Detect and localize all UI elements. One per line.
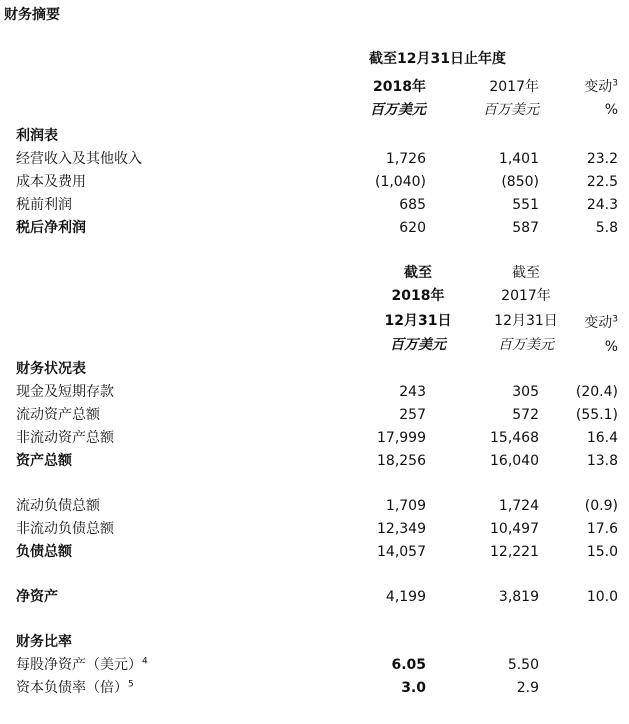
row-value-2017: 15,468 [490, 430, 539, 446]
row-value-2018: 685 [399, 197, 426, 213]
row-label: 负债总额 [16, 544, 72, 560]
income-col-2018-unit: 百万美元 [370, 102, 426, 118]
row-value-2018: 14,057 [377, 544, 426, 560]
row-value-2018: 18,256 [377, 453, 426, 469]
row-value-2017: 1,724 [498, 498, 539, 514]
row-label: 现金及短期存款 [16, 384, 114, 400]
row-label: 资产总额 [16, 453, 72, 469]
row-value-2018: 1,709 [385, 498, 426, 514]
row-value-2017: (850) [501, 174, 539, 190]
row-value-2017: 12,221 [490, 544, 539, 560]
row-value-2018: 243 [399, 384, 426, 400]
row-value-2018: 12,349 [377, 521, 426, 537]
row-change: 23.2 [586, 151, 618, 167]
row-value-2017: 3,819 [498, 589, 539, 605]
row-value-2017: 16,040 [490, 453, 539, 469]
balance-col-change-header: 变动$^3$ [584, 314, 618, 331]
row-value-2017: 1,401 [498, 151, 539, 167]
row-value-2018: 4,199 [385, 589, 426, 605]
balance-col-2018-line1: 截至 [404, 265, 432, 281]
row-value-2018: (1,040) [374, 174, 426, 190]
row-label: 非流动负债总额 [16, 521, 114, 537]
row-label: 经营收入及其他收入 [16, 151, 142, 167]
row-value-2017: 572 [512, 407, 539, 423]
row-change: 10.0 [586, 589, 618, 605]
balance-section-title: 财务状况表 [16, 361, 86, 377]
balance-col-2018-unit: 百万美元 [390, 337, 446, 353]
row-change: 17.6 [586, 521, 618, 537]
row-change: (0.9) [584, 498, 618, 514]
income-col-2017-unit: 百万美元 [483, 102, 539, 118]
income-col-2017-header: 2017年 [489, 79, 539, 95]
row-change: 13.8 [586, 453, 618, 469]
income-col-change-header: 变动$^3$ [584, 78, 618, 95]
row-change: (55.1) [575, 407, 618, 423]
row-value-2018: 620 [399, 220, 426, 236]
row-label: 流动负债总额 [16, 498, 100, 514]
row-label: 税前利润 [16, 197, 72, 213]
row-label: 资本负债率（倍）$^5$ [16, 679, 134, 696]
row-value-2017: 10,497 [490, 521, 539, 537]
row-label: 每股净资产（美元）$^4$ [16, 656, 148, 673]
row-label: 成本及费用 [16, 174, 86, 190]
income-section-title: 利润表 [16, 128, 58, 144]
ratios-section-title: 财务比率 [16, 634, 72, 650]
row-label: 流动资产总额 [16, 407, 100, 423]
row-value-2017: 305 [512, 384, 539, 400]
row-value-2018: 3.0 [401, 680, 426, 696]
balance-col-2017-unit: 百万美元 [498, 337, 554, 353]
row-value-2017: 551 [512, 197, 539, 213]
row-change: 15.0 [586, 544, 618, 560]
page-title: 财务摘要 [4, 7, 60, 23]
row-change: 22.5 [586, 174, 618, 190]
balance-col-2018-line3: 12月31日 [384, 313, 452, 329]
income-period-header: 截至12月31日止年度 [369, 51, 506, 67]
row-value-2017: 587 [512, 220, 539, 236]
row-label: 非流动资产总额 [16, 430, 114, 446]
row-change: (20.4) [575, 384, 618, 400]
row-value-2018: 6.05 [391, 657, 426, 673]
row-value-2018: 17,999 [377, 430, 426, 446]
row-value-2018: 1,726 [385, 151, 426, 167]
row-change: 16.4 [586, 430, 618, 446]
row-value-2017: 5.50 [507, 657, 539, 673]
balance-col-2017-line1: 截至 [512, 265, 540, 281]
row-change: 5.8 [595, 220, 618, 236]
balance-col-2017-line3: 12月31日 [494, 313, 558, 329]
balance-col-change-unit: % [604, 339, 618, 355]
row-label: 净资产 [16, 589, 58, 605]
row-label: 税后净利润 [16, 220, 86, 236]
row-change: 24.3 [586, 197, 618, 213]
balance-col-2018-line2: 2018年 [391, 288, 445, 304]
income-col-change-unit: % [604, 102, 618, 118]
row-value-2017: 2.9 [516, 680, 539, 696]
row-value-2018: 257 [399, 407, 426, 423]
balance-col-2017-line2: 2017年 [501, 288, 551, 304]
income-col-2018-header: 2018年 [373, 79, 426, 95]
